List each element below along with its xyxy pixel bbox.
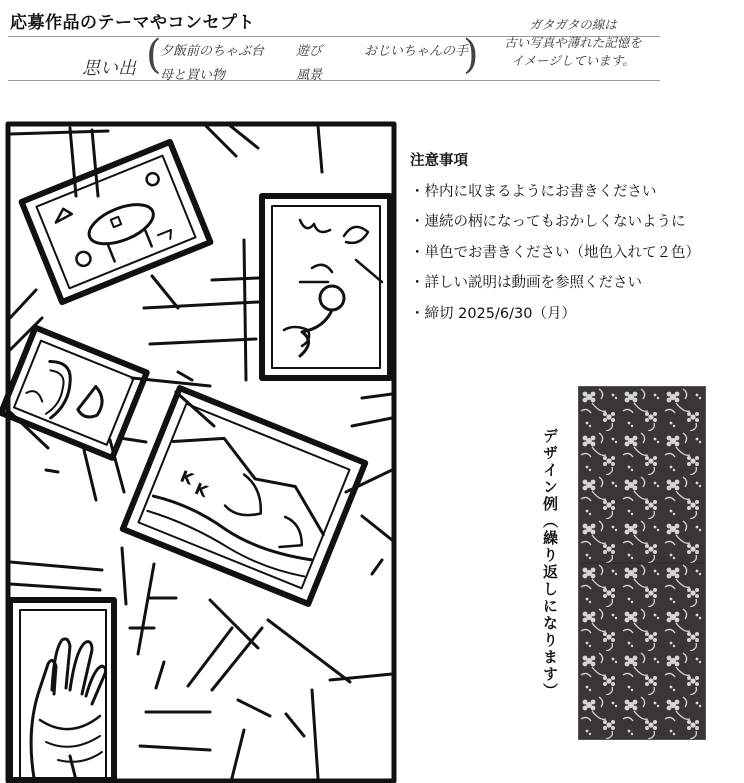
close-paren: ): [463, 32, 479, 78]
theme-item-play: 遊び: [296, 44, 323, 59]
side-note-line: 古い写真や薄れた記憶を: [504, 35, 642, 50]
note-item: ・枠内に収まるようにお書きください: [410, 183, 657, 200]
theme-main: 思い出: [82, 58, 136, 79]
note-item: ・詳しい説明は動画を参照ください: [410, 275, 642, 291]
theme-heading: 応募作品のテーマやコンセプト: [10, 13, 255, 33]
side-note-line: イメージしています。: [511, 53, 635, 68]
open-paren: (: [146, 32, 162, 78]
theme-item-scenery: 風景: [296, 68, 323, 83]
theme-item-shopping: 母と買い物: [160, 68, 226, 83]
notes-title: 注意事項: [410, 153, 468, 169]
design-example-label: デザイン例（繰り返しになります）: [541, 428, 559, 700]
note-item: ・締切 2025/6/30（月）: [410, 305, 576, 322]
floral-pattern: [579, 387, 705, 739]
theme-item-grandpa-hand: おじいちゃんの手: [364, 44, 469, 59]
theme-item-dinner: 夕飯前のちゃぶ台: [160, 44, 265, 59]
svg-text:K: K: [192, 478, 211, 502]
svg-text:K: K: [177, 466, 197, 489]
side-note-line: ガタガタの線は: [529, 17, 617, 32]
design-example-fabric: [578, 386, 706, 740]
note-item: ・連続の柄になってもおかしくないように: [410, 214, 686, 230]
note-item: ・単色でお書きください（地色入れて２色）: [410, 244, 700, 261]
notes-list: [410, 146, 700, 329]
